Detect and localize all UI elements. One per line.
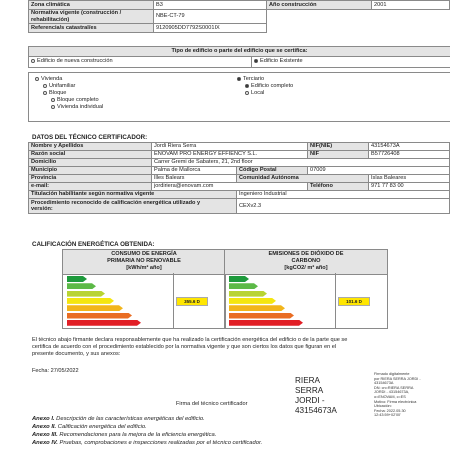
emisiones-heading-2: CARBONO bbox=[291, 258, 321, 264]
scale-bar-g bbox=[67, 320, 141, 326]
normativa-label: Normativa vigente (construcción / rehabilitación) bbox=[29, 10, 154, 24]
scale-bar-a bbox=[67, 276, 87, 282]
normativa-value: NBE-CT-79 bbox=[154, 10, 267, 24]
consumo-heading-1: CONSUMO DE ENERGÍA bbox=[111, 251, 177, 257]
anexo-3: Anexo III. Recomendaciones para la mejora de la eficiencia energética. bbox=[32, 432, 217, 438]
radio-bloque-completo[interactable]: Bloque completo bbox=[51, 97, 99, 103]
anexo-1: Anexo I. Descripción de las características energéticas del edificio. bbox=[32, 416, 205, 422]
fecha: Fecha: 27/05/2022 bbox=[32, 368, 79, 374]
zona-value: B3 bbox=[154, 1, 267, 10]
scale-bar-d bbox=[67, 298, 114, 304]
nombre-value: Jordi Riera Serra bbox=[152, 143, 308, 151]
procedimiento-value: CEXv2.3 bbox=[237, 199, 450, 214]
emisiones-heading-1: EMISIONES DE DIÓXIDO DE bbox=[268, 251, 344, 257]
radio-vivienda-individual[interactable]: Vivienda individual bbox=[51, 104, 103, 110]
nombre-label: Nombre y Apellidos bbox=[29, 143, 152, 151]
scale-bar-a bbox=[229, 276, 249, 282]
telefono-label: Teléfono bbox=[308, 183, 369, 191]
email-label: e-mail: bbox=[29, 183, 152, 191]
radio-icon bbox=[31, 59, 35, 63]
razon-value: ENOVAM PRO ENERGY EFFIENCY S.L. bbox=[152, 151, 308, 159]
consumo-heading-2: PRIMARIA NO RENOVABLE bbox=[107, 258, 181, 264]
municipio-value: Palma de Mallorca bbox=[152, 167, 237, 175]
radio-local[interactable]: Local bbox=[245, 90, 264, 96]
emisiones-scale bbox=[225, 274, 335, 328]
scale-bar-f bbox=[67, 313, 132, 319]
radio-selected-icon bbox=[254, 59, 258, 63]
scale-bar-e bbox=[67, 305, 123, 311]
radio-icon bbox=[51, 105, 55, 109]
zona-label: Zona climática bbox=[29, 1, 154, 10]
provincia-label: Provincia bbox=[29, 175, 152, 183]
scale-bar-b bbox=[67, 283, 96, 289]
radio-selected-icon bbox=[245, 84, 249, 88]
radio-nueva[interactable]: Edificio de nueva construcción bbox=[31, 58, 113, 64]
nif2-value: B57726408 bbox=[369, 151, 450, 159]
consumo-panel bbox=[62, 249, 226, 329]
anexo-2: Anexo II. Calificación energética del edificio. bbox=[32, 424, 147, 430]
ano-value: 2001 bbox=[372, 1, 450, 10]
scale-bar-d bbox=[229, 298, 276, 304]
scale-bar-b bbox=[229, 283, 258, 289]
nif-label: NIF(NIE) bbox=[308, 143, 369, 151]
anexo-4: Anexo IV. Pruebas, comprobaciones e inspecciones realizadas por el técnico certificador. bbox=[32, 440, 263, 446]
cp-label: Código Postal bbox=[237, 167, 308, 175]
radio-selected-icon bbox=[237, 77, 241, 81]
consumo-scale bbox=[63, 274, 173, 328]
tipo-edificio-box bbox=[28, 46, 450, 68]
domicilio-label: Domicilio bbox=[29, 159, 152, 167]
radio-vivienda[interactable]: Vivienda bbox=[35, 76, 62, 82]
declaracion-text: El técnico abajo firmante declara responsablemente que ha realizado la certificación energética del edificio o de la parte que se certifica de acuerdo con el procedimiento establecido por la normativa vigente y que son ciertos los datos que figuran en el presente documento, y sus anexos: bbox=[32, 337, 348, 357]
radio-unifamiliar[interactable]: Unifamiliar bbox=[43, 83, 75, 89]
ca-label: Comunidad Autónoma bbox=[237, 175, 369, 183]
scale-bar-g bbox=[229, 320, 303, 326]
emisiones-rating: 101.6 D bbox=[338, 297, 370, 306]
provincia-value: Illes Balears bbox=[152, 175, 237, 183]
radio-edificio-completo[interactable]: Edificio completo bbox=[245, 83, 293, 89]
email-value[interactable]: jordiriera@enovam.com bbox=[152, 183, 308, 191]
ano-label: Año construcción bbox=[267, 1, 372, 10]
tecnico-title: DATOS DEL TÉCNICO CERTIFICADOR: bbox=[32, 134, 148, 141]
consumo-rating: 355.6 D bbox=[176, 297, 208, 306]
calificacion-title: CALIFICACIÓN ENERGÉTICA OBTENIDA: bbox=[32, 241, 155, 248]
emisiones-panel bbox=[224, 249, 388, 329]
domicilio-value: Carrer Gremi de Sabaters, 21, 2nd floor bbox=[152, 159, 450, 167]
cp-value: 07009 bbox=[308, 167, 450, 175]
tipo-edificio-heading: Tipo de edificio o parte del edificio que se certifica: bbox=[29, 47, 450, 57]
scale-bar-c bbox=[67, 291, 105, 297]
radio-icon bbox=[51, 98, 55, 102]
radio-existente[interactable]: Edificio Existente bbox=[254, 58, 303, 64]
signature-details: Firmado digitalmente por RIERA SERRA JORDI - 43154673A DN: cn=RIERA SERRA JORDI - 43154673A, o=ENOVAM, c=ES Motivo: Firma electrónica Ubicación: Fecha: 2022.05.30 12:43:59+02'00' bbox=[374, 372, 421, 418]
building-info-table bbox=[28, 0, 450, 33]
nif2-label: NIF bbox=[308, 151, 369, 159]
uso-edificio-box bbox=[28, 72, 450, 122]
radio-icon bbox=[43, 91, 47, 95]
municipio-label: Municipio bbox=[29, 167, 152, 175]
radio-icon bbox=[43, 84, 47, 88]
razon-label: Razón social bbox=[29, 151, 152, 159]
referencia-label: Referencia/s catastral/es bbox=[29, 24, 154, 33]
tecnico-table bbox=[28, 142, 450, 214]
ca-value: Islas Baleares bbox=[369, 175, 450, 183]
radio-icon bbox=[35, 77, 39, 81]
consumo-unit: [kWh/m² año] bbox=[126, 265, 162, 271]
telefono-value: 971 77 83 00 bbox=[369, 183, 450, 191]
emisiones-unit: [kgCO2/ m² año] bbox=[284, 265, 328, 271]
procedimiento-label: Procedimiento reconocido de calificación energética utilizado y versión: bbox=[29, 199, 237, 214]
nif-value: 43154673A bbox=[369, 143, 450, 151]
signature-name: RIERA SERRA JORDI - 43154673A bbox=[295, 376, 337, 415]
radio-bloque[interactable]: Bloque bbox=[43, 90, 66, 96]
radio-icon bbox=[245, 91, 249, 95]
titulacion-label: Titulación habilitante según normativa vigente bbox=[29, 191, 237, 199]
firma-label: Firma del técnico certificador bbox=[176, 401, 248, 407]
scale-bar-f bbox=[229, 313, 294, 319]
titulacion-value: Ingeniero Industrial bbox=[237, 191, 450, 199]
divider bbox=[251, 56, 252, 67]
radio-terciario[interactable]: Terciario bbox=[237, 76, 264, 82]
scale-bar-e bbox=[229, 305, 285, 311]
scale-bar-c bbox=[229, 291, 267, 297]
referencia-value: 9120905DD7792S0001IX bbox=[154, 24, 267, 33]
